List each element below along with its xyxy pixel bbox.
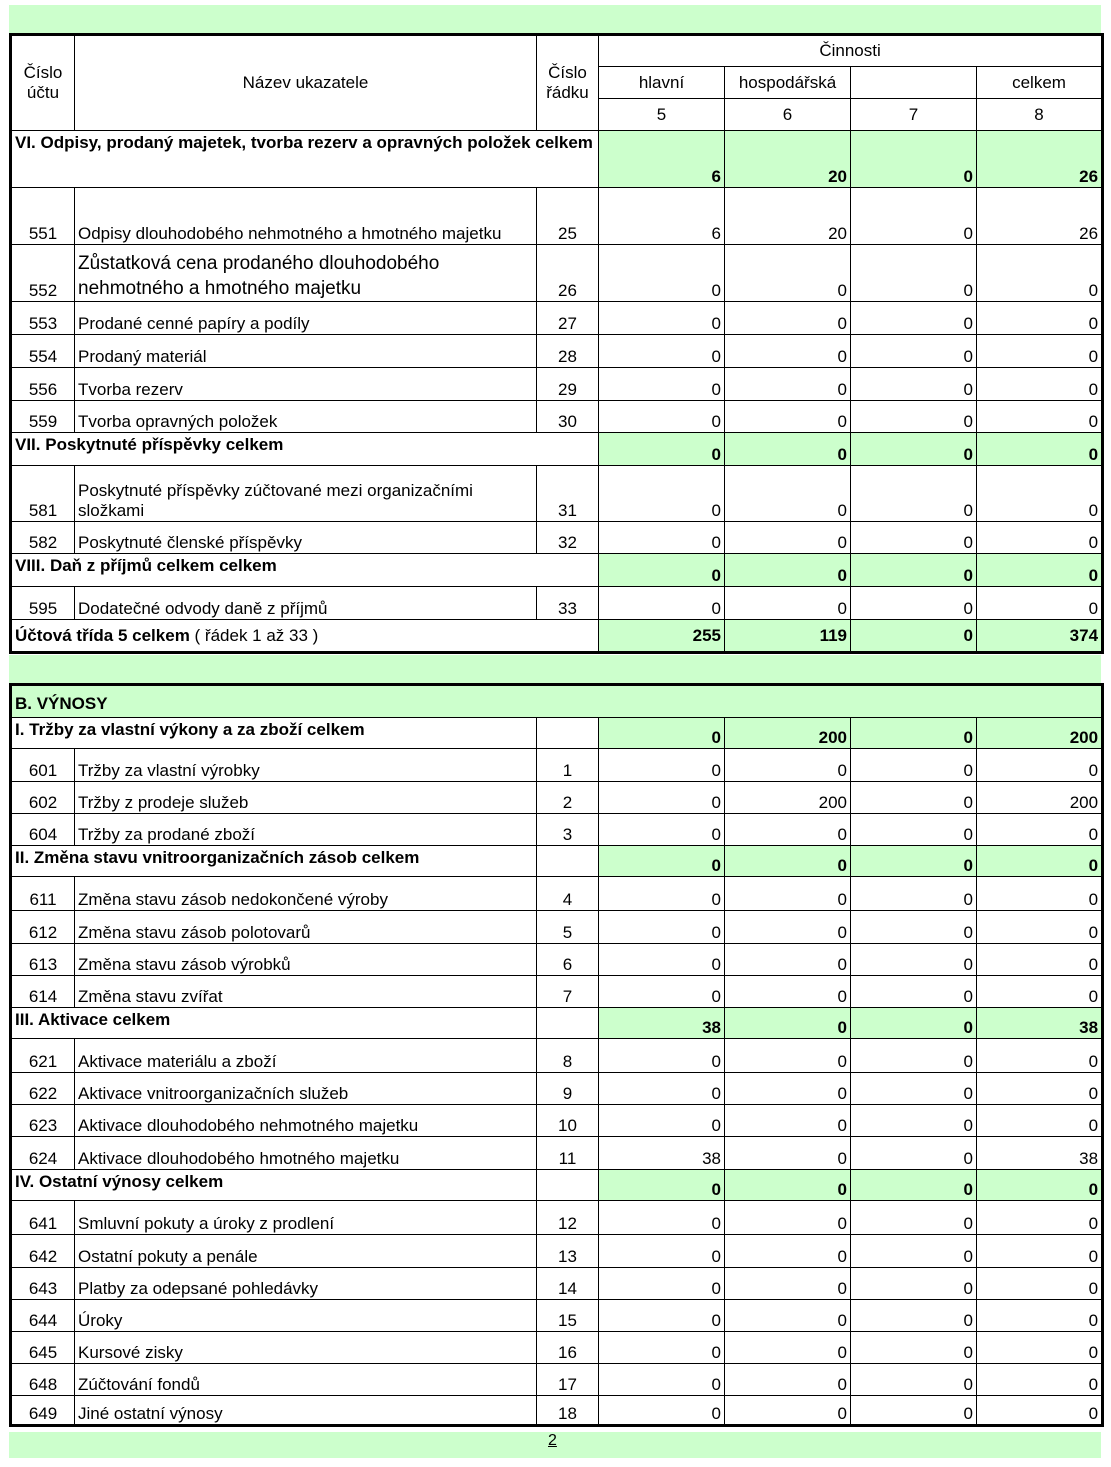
- row-value: 0: [851, 1268, 977, 1300]
- table-row: [11, 302, 1103, 335]
- revenues-section-header: [11, 1008, 1103, 1039]
- row-number: 3: [537, 814, 599, 846]
- indicator-name: Smluvní pokuty a úroky z prodlení: [75, 1201, 537, 1235]
- row-number: 5: [537, 911, 599, 944]
- account-number: 614: [11, 976, 75, 1008]
- table-row: [11, 188, 1103, 245]
- row-value: 0: [599, 1396, 725, 1426]
- row-number: 25: [537, 188, 599, 245]
- section-total-value: 38: [977, 1008, 1103, 1039]
- revenues-table: [9, 683, 1104, 1427]
- row-number: 9: [537, 1073, 599, 1105]
- header-col-blank: [851, 67, 977, 99]
- row-value: 0: [851, 911, 977, 944]
- row-value: 0: [977, 368, 1103, 401]
- section-title: I. Tržby za vlastní výkony a za zboží celkem: [11, 718, 537, 749]
- row-value: 0: [599, 1332, 725, 1364]
- row-value: 0: [725, 877, 851, 911]
- row-value: 0: [851, 188, 977, 245]
- row-value: 0: [599, 335, 725, 368]
- row-value: 0: [725, 335, 851, 368]
- account-number: 644: [11, 1300, 75, 1332]
- middle-band: [9, 655, 1101, 683]
- account-number: 553: [11, 302, 75, 335]
- table-row: [11, 245, 1103, 302]
- class-5-total-title: Účtová třída 5 celkem: [15, 625, 190, 645]
- row-number: 33: [537, 587, 599, 620]
- section-total-value: 200: [977, 718, 1103, 749]
- row-value: 0: [725, 1235, 851, 1268]
- header-col-num-7: 7: [851, 99, 977, 131]
- row-value: 0: [599, 944, 725, 976]
- row-value: 0: [599, 877, 725, 911]
- row-value: 0: [599, 1235, 725, 1268]
- row-value: 0: [977, 976, 1103, 1008]
- row-value: 0: [977, 466, 1103, 522]
- row-number: 27: [537, 302, 599, 335]
- row-value: 0: [977, 1201, 1103, 1235]
- row-value: 0: [725, 1332, 851, 1364]
- row-number: 7: [537, 976, 599, 1008]
- row-value: 0: [725, 749, 851, 782]
- row-value: 0: [599, 1039, 725, 1073]
- row-number: 29: [537, 368, 599, 401]
- row-value: 0: [599, 302, 725, 335]
- section-total-value: 6: [599, 131, 725, 188]
- section-title: IV. Ostatní výnosy celkem: [11, 1170, 537, 1201]
- section-total-value: 0: [851, 131, 977, 188]
- section-total-value: 0: [851, 718, 977, 749]
- table-row: [11, 401, 1103, 433]
- indicator-name: Odpisy dlouhodobého nehmotného a hmotného majetku: [75, 188, 537, 245]
- row-value: 0: [599, 401, 725, 433]
- indicator-name: Prodaný materiál: [75, 335, 537, 368]
- account-number: 621: [11, 1039, 75, 1073]
- class-5-total-value: 0: [851, 620, 977, 653]
- row-value: 0: [725, 302, 851, 335]
- row-value: 0: [851, 401, 977, 433]
- account-number: 648: [11, 1364, 75, 1396]
- header-col-main: hlavní: [599, 67, 725, 99]
- row-value: 0: [725, 1105, 851, 1137]
- row-value: 0: [977, 1396, 1103, 1426]
- header-indicator-name: Název ukazatele: [75, 35, 537, 131]
- row-number: 14: [537, 1268, 599, 1300]
- account-number: 623: [11, 1105, 75, 1137]
- indicator-name: Tržby za prodané zboží: [75, 814, 537, 846]
- row-value: 0: [977, 1039, 1103, 1073]
- row-value: 0: [977, 302, 1103, 335]
- table-row: [11, 749, 1103, 782]
- account-number: 612: [11, 911, 75, 944]
- account-number: 613: [11, 944, 75, 976]
- row-value: 0: [851, 877, 977, 911]
- section-row-number-blank: [537, 718, 599, 749]
- section-total-value: 0: [851, 846, 977, 877]
- table-row: [11, 1105, 1103, 1137]
- section-title: VIII. Daň z příjmů celkem celkem: [11, 554, 599, 587]
- table-row: [11, 1364, 1103, 1396]
- table-row: [11, 368, 1103, 401]
- indicator-name: Poskytnuté příspěvky zúčtované mezi organizačními složkami: [75, 466, 537, 522]
- row-value: 0: [725, 522, 851, 554]
- row-value: 0: [851, 782, 977, 814]
- row-value: 0: [725, 401, 851, 433]
- row-value: 20: [725, 188, 851, 245]
- row-value: 0: [977, 814, 1103, 846]
- section-title: II. Změna stavu vnitroorganizačních zásob celkem: [11, 846, 537, 877]
- row-value: 0: [977, 587, 1103, 620]
- table-row: [11, 944, 1103, 976]
- section-total-value: 20: [725, 131, 851, 188]
- row-number: 4: [537, 877, 599, 911]
- row-number: 6: [537, 944, 599, 976]
- row-value: 0: [851, 522, 977, 554]
- table-row: [11, 1268, 1103, 1300]
- row-number: 30: [537, 401, 599, 433]
- header-col-num-5: 5: [599, 99, 725, 131]
- table-row: [11, 1201, 1103, 1235]
- account-number: 622: [11, 1073, 75, 1105]
- row-value: 0: [851, 245, 977, 302]
- section-title: III. Aktivace celkem: [11, 1008, 537, 1039]
- row-number: 8: [537, 1039, 599, 1073]
- row-value: 0: [851, 1201, 977, 1235]
- row-value: 0: [725, 911, 851, 944]
- row-value: 0: [851, 1396, 977, 1426]
- row-value: 0: [851, 1073, 977, 1105]
- row-number: 17: [537, 1364, 599, 1396]
- row-value: 0: [725, 368, 851, 401]
- row-value: 0: [851, 814, 977, 846]
- indicator-name: Kursové zisky: [75, 1332, 537, 1364]
- table-row: [11, 1039, 1103, 1073]
- table-row: [11, 1235, 1103, 1268]
- row-value: 0: [599, 782, 725, 814]
- section-b-title: B. VÝNOSY: [11, 685, 1103, 718]
- expenses-section-header: [11, 433, 1103, 466]
- indicator-name: Jiné ostatní výnosy: [75, 1396, 537, 1426]
- section-total-value: 38: [599, 1008, 725, 1039]
- row-value: 0: [599, 1268, 725, 1300]
- class-5-total-value: 374: [977, 620, 1103, 653]
- class-5-total-row: [11, 620, 1103, 653]
- row-value: 0: [599, 245, 725, 302]
- account-number: 641: [11, 1201, 75, 1235]
- account-number: 554: [11, 335, 75, 368]
- row-number: 26: [537, 245, 599, 302]
- indicator-name: Poskytnuté členské příspěvky: [75, 522, 537, 554]
- section-total-value: 0: [977, 1170, 1103, 1201]
- row-value: 38: [977, 1137, 1103, 1170]
- table-row: [11, 814, 1103, 846]
- row-value: 0: [851, 1039, 977, 1073]
- table-row: [11, 911, 1103, 944]
- section-total-value: 0: [851, 1170, 977, 1201]
- row-value: 0: [725, 1137, 851, 1170]
- expenses-table: [9, 33, 1104, 654]
- account-number: 611: [11, 877, 75, 911]
- row-value: 0: [851, 466, 977, 522]
- row-value: 0: [977, 522, 1103, 554]
- row-value: 0: [977, 1268, 1103, 1300]
- account-number: 559: [11, 401, 75, 433]
- revenues-section-header: [11, 718, 1103, 749]
- account-number: 581: [11, 466, 75, 522]
- section-total-value: 0: [977, 433, 1103, 466]
- row-value: 0: [851, 368, 977, 401]
- class-5-total-label: [11, 620, 599, 653]
- header-col-total: celkem: [977, 67, 1103, 99]
- section-total-value: 0: [599, 718, 725, 749]
- row-value: 0: [977, 1300, 1103, 1332]
- indicator-name: Změna stavu zásob polotovarů: [75, 911, 537, 944]
- section-row-number-blank: [537, 846, 599, 877]
- section-total-value: 0: [725, 1170, 851, 1201]
- row-value: 0: [599, 1073, 725, 1105]
- row-value: 0: [725, 1073, 851, 1105]
- indicator-name: Aktivace materiálu a zboží: [75, 1039, 537, 1073]
- table-row: [11, 1137, 1103, 1170]
- table-row: [11, 976, 1103, 1008]
- class-5-total-range: ( řádek 1 až 33 ): [189, 625, 319, 645]
- account-number: 582: [11, 522, 75, 554]
- row-number: 12: [537, 1201, 599, 1235]
- account-number: 604: [11, 814, 75, 846]
- class-5-total-value: 119: [725, 620, 851, 653]
- row-number: 16: [537, 1332, 599, 1364]
- row-number: 32: [537, 522, 599, 554]
- row-value: 0: [977, 401, 1103, 433]
- row-number: 18: [537, 1396, 599, 1426]
- row-value: 0: [725, 1364, 851, 1396]
- section-total-value: 0: [599, 1170, 725, 1201]
- row-value: 0: [725, 814, 851, 846]
- section-row-number-blank: [537, 1170, 599, 1201]
- section-total-value: 0: [725, 1008, 851, 1039]
- header-account-number: Číslo účtu: [11, 35, 75, 131]
- section-total-value: 0: [725, 554, 851, 587]
- row-value: 0: [977, 877, 1103, 911]
- row-value: 0: [599, 587, 725, 620]
- row-value: 0: [725, 944, 851, 976]
- row-value: 0: [977, 1235, 1103, 1268]
- indicator-name: Změna stavu zásob nedokončené výroby: [75, 877, 537, 911]
- indicator-name: Aktivace dlouhodobého hmotného majetku: [75, 1137, 537, 1170]
- row-value: 0: [851, 1364, 977, 1396]
- expenses-section-header: [11, 131, 1103, 188]
- row-value: 0: [725, 1300, 851, 1332]
- row-value: 0: [851, 1137, 977, 1170]
- row-value: 0: [599, 814, 725, 846]
- row-value: 0: [599, 1201, 725, 1235]
- row-number: 31: [537, 466, 599, 522]
- row-value: 0: [725, 1039, 851, 1073]
- header-col-num-6: 6: [725, 99, 851, 131]
- table-row: [11, 1332, 1103, 1364]
- section-total-value: 0: [725, 433, 851, 466]
- account-number: 551: [11, 188, 75, 245]
- header-col-num-8: 8: [977, 99, 1103, 131]
- account-number: 556: [11, 368, 75, 401]
- expenses-section-header: [11, 554, 1103, 587]
- top-band: [9, 5, 1101, 33]
- section-total-value: 0: [851, 433, 977, 466]
- indicator-name: Změna stavu zásob výrobků: [75, 944, 537, 976]
- section-total-value: 200: [725, 718, 851, 749]
- row-value: 0: [599, 466, 725, 522]
- section-total-value: 0: [977, 846, 1103, 877]
- row-value: 0: [725, 1396, 851, 1426]
- account-number: 643: [11, 1268, 75, 1300]
- table-row: [11, 782, 1103, 814]
- row-value: 0: [725, 245, 851, 302]
- row-value: 0: [977, 1364, 1103, 1396]
- section-total-value: 0: [599, 433, 725, 466]
- indicator-name: Zúčtování fondů: [75, 1364, 537, 1396]
- row-value: 0: [725, 1201, 851, 1235]
- row-value: 0: [851, 587, 977, 620]
- account-number: 602: [11, 782, 75, 814]
- section-total-value: 0: [977, 554, 1103, 587]
- row-value: 6: [599, 188, 725, 245]
- row-value: 0: [725, 587, 851, 620]
- row-value: 0: [851, 335, 977, 368]
- header-col-economic: hospodářská: [725, 67, 851, 99]
- account-number: 649: [11, 1396, 75, 1426]
- row-number: 1: [537, 749, 599, 782]
- account-number: 601: [11, 749, 75, 782]
- section-title: VI. Odpisy, prodaný majetek, tvorba rezerv a opravných položek celkem: [11, 131, 599, 188]
- row-value: 0: [851, 1332, 977, 1364]
- table-row: [11, 587, 1103, 620]
- indicator-name: Tržby z prodeje služeb: [75, 782, 537, 814]
- row-value: 0: [851, 944, 977, 976]
- row-value: 0: [851, 749, 977, 782]
- row-value: 0: [599, 522, 725, 554]
- row-number: 13: [537, 1235, 599, 1268]
- row-number: 11: [537, 1137, 599, 1170]
- row-value: 0: [725, 466, 851, 522]
- section-total-value: 0: [725, 846, 851, 877]
- table-row: [11, 335, 1103, 368]
- indicator-name: Změna stavu zvířat: [75, 976, 537, 1008]
- revenues-section-header: [11, 1170, 1103, 1201]
- row-value: 0: [725, 976, 851, 1008]
- row-value: 0: [599, 1105, 725, 1137]
- indicator-name: Tržby za vlastní výrobky: [75, 749, 537, 782]
- indicator-name: Aktivace dlouhodobého nehmotného majetku: [75, 1105, 537, 1137]
- row-number: 28: [537, 335, 599, 368]
- row-value: 200: [725, 782, 851, 814]
- header-activities: Činnosti: [599, 35, 1103, 67]
- row-value: 0: [851, 302, 977, 335]
- table-row: [11, 877, 1103, 911]
- revenues-section-header: [11, 846, 1103, 877]
- table-row: [11, 1300, 1103, 1332]
- row-value: 0: [977, 335, 1103, 368]
- row-number: 2: [537, 782, 599, 814]
- indicator-name: Tvorba rezerv: [75, 368, 537, 401]
- section-total-value: 0: [599, 846, 725, 877]
- row-value: 0: [851, 1235, 977, 1268]
- indicator-name: Úroky: [75, 1300, 537, 1332]
- row-value: 0: [599, 1364, 725, 1396]
- row-value: 0: [599, 368, 725, 401]
- row-value: 0: [599, 911, 725, 944]
- section-title: VII. Poskytnuté příspěvky celkem: [11, 433, 599, 466]
- row-value: 0: [851, 1105, 977, 1137]
- indicator-name: Platby za odepsané pohledávky: [75, 1268, 537, 1300]
- row-value: 200: [977, 782, 1103, 814]
- section-total-value: 26: [977, 131, 1103, 188]
- indicator-name: Tvorba opravných položek: [75, 401, 537, 433]
- table-row: [11, 1396, 1103, 1426]
- indicator-name: Ostatní pokuty a penále: [75, 1235, 537, 1268]
- account-number: 624: [11, 1137, 75, 1170]
- section-total-value: 0: [851, 1008, 977, 1039]
- row-value: 0: [851, 1300, 977, 1332]
- account-number: 645: [11, 1332, 75, 1364]
- row-value: 26: [977, 188, 1103, 245]
- row-number: 10: [537, 1105, 599, 1137]
- class-5-total-value: 255: [599, 620, 725, 653]
- account-number: 595: [11, 587, 75, 620]
- account-number: 642: [11, 1235, 75, 1268]
- row-value: 0: [599, 976, 725, 1008]
- row-value: 0: [977, 1073, 1103, 1105]
- row-value: 0: [851, 976, 977, 1008]
- page-number: 2: [548, 1432, 557, 1449]
- row-value: 0: [599, 1300, 725, 1332]
- row-number: 15: [537, 1300, 599, 1332]
- row-value: 0: [725, 1268, 851, 1300]
- section-row-number-blank: [537, 1008, 599, 1039]
- row-value: 0: [977, 1332, 1103, 1364]
- row-value: 0: [599, 749, 725, 782]
- row-value: 0: [977, 911, 1103, 944]
- indicator-name: Zůstatková cena prodaného dlouhodobého nehmotného a hmotného majetku: [75, 245, 537, 302]
- account-number: 552: [11, 245, 75, 302]
- section-total-value: 0: [599, 554, 725, 587]
- table-row: [11, 522, 1103, 554]
- table-row: [11, 1073, 1103, 1105]
- row-value: 0: [977, 245, 1103, 302]
- header-row-number: Číslo řádku: [537, 35, 599, 131]
- row-value: 0: [977, 749, 1103, 782]
- row-value: 38: [599, 1137, 725, 1170]
- indicator-name: Prodané cenné papíry a podíly: [75, 302, 537, 335]
- row-value: 0: [977, 944, 1103, 976]
- indicator-name: Aktivace vnitroorganizačních služeb: [75, 1073, 537, 1105]
- indicator-name: Dodatečné odvody daně z příjmů: [75, 587, 537, 620]
- section-total-value: 0: [851, 554, 977, 587]
- table-row: [11, 466, 1103, 522]
- row-value: 0: [977, 1105, 1103, 1137]
